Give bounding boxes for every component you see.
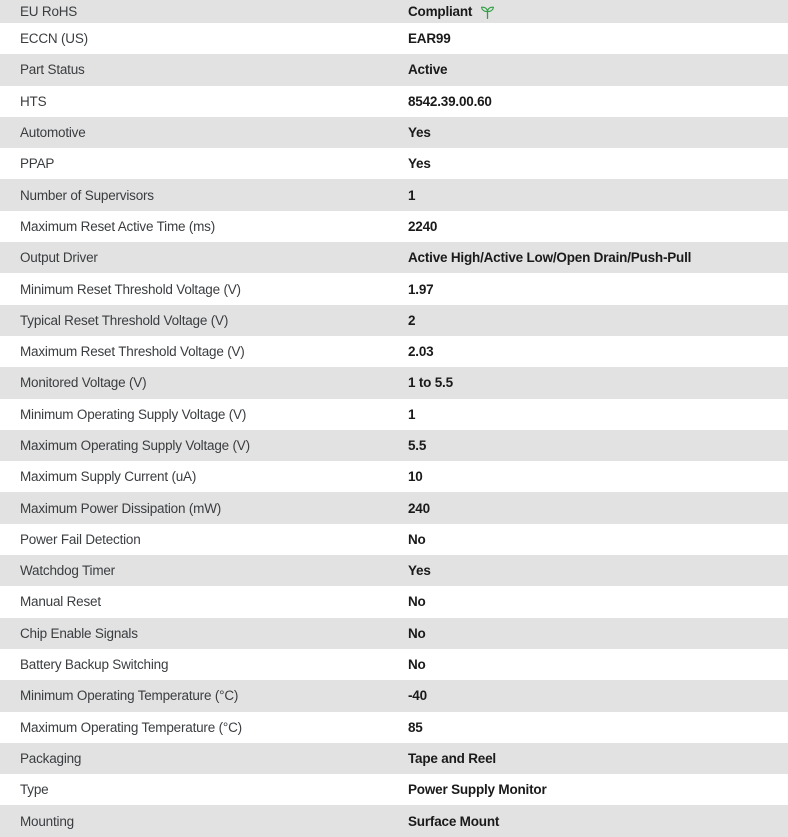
spec-label: Maximum Operating Supply Voltage (V)	[20, 438, 250, 453]
spec-row	[0, 273, 788, 304]
spec-value	[408, 532, 788, 547]
spec-value-text: Yes	[408, 563, 431, 579]
spec-label: Battery Backup Switching	[20, 657, 169, 673]
spec-label: Maximum Reset Active Time (ms)	[20, 218, 216, 234]
leaf-sprout-icon	[480, 5, 495, 20]
spec-value	[408, 688, 788, 703]
spec-row	[0, 399, 788, 430]
spec-value	[408, 188, 788, 203]
spec-label: ECCN (US)	[20, 31, 88, 47]
spec-label: Automotive	[20, 125, 86, 141]
spec-value	[408, 31, 788, 46]
spec-value-text: Yes	[408, 156, 431, 172]
spec-row	[0, 211, 788, 242]
spec-value-text: No	[408, 531, 426, 547]
spec-value-text: 1	[408, 406, 416, 422]
spec-value-text: -40	[408, 688, 427, 704]
spec-label: Output Driver	[20, 250, 98, 266]
spec-row	[0, 117, 788, 148]
spec-row	[0, 242, 788, 273]
spec-value	[408, 563, 788, 578]
spec-label: Number of Supervisors	[20, 187, 154, 203]
spec-row	[0, 555, 788, 586]
spec-value-text: Surface Mount	[408, 813, 500, 829]
spec-value-text: Yes	[408, 125, 431, 141]
spec-value	[408, 438, 788, 453]
spec-label: Type	[20, 782, 49, 798]
spec-row	[0, 0, 788, 23]
spec-value-text: Tape and Reel	[408, 750, 496, 766]
spec-value-text: 1 to 5.5	[408, 375, 453, 391]
spec-value-text: 2.03	[408, 344, 434, 360]
spec-value	[408, 782, 788, 797]
spec-label: PPAP	[20, 156, 55, 172]
spec-label: EU RoHS	[20, 4, 78, 19]
spec-row	[0, 524, 788, 555]
spec-value-text: 1	[408, 187, 416, 203]
spec-value-text: 10	[408, 469, 423, 485]
spec-value	[408, 751, 788, 766]
spec-value	[408, 156, 788, 171]
spec-value-text: No	[408, 594, 426, 610]
spec-value-text: No	[408, 625, 426, 641]
spec-label: Maximum Operating Temperature (°C)	[20, 719, 242, 735]
spec-value-text: Active	[408, 62, 448, 78]
spec-value-text: EAR99	[408, 31, 451, 47]
spec-value	[408, 94, 788, 109]
spec-row	[0, 492, 788, 523]
spec-label: Maximum Power Dissipation (mW)	[20, 500, 222, 516]
spec-row	[0, 54, 788, 85]
spec-label: Chip Enable Signals	[20, 625, 138, 641]
spec-value	[408, 407, 788, 422]
spec-label: Maximum Reset Threshold Voltage (V)	[20, 344, 245, 360]
spec-label: Maximum Supply Current (uA)	[20, 469, 197, 485]
spec-row	[0, 680, 788, 711]
spec-value	[408, 62, 788, 77]
spec-value-text: Power Supply Monitor	[408, 782, 547, 798]
spec-row	[0, 148, 788, 179]
spec-row	[0, 805, 788, 836]
spec-row	[0, 305, 788, 336]
spec-value	[408, 125, 788, 140]
spec-label: Minimum Operating Temperature (°C)	[20, 688, 239, 704]
spec-value-text: Active High/Active Low/Open Drain/Push-Pull	[408, 250, 692, 266]
spec-row	[0, 461, 788, 492]
spec-row	[0, 618, 788, 649]
spec-value	[408, 814, 788, 829]
spec-row	[0, 712, 788, 743]
spec-value	[408, 4, 788, 20]
spec-row	[0, 367, 788, 398]
spec-label: Manual Reset	[20, 594, 101, 610]
spec-label: Monitored Voltage (V)	[20, 375, 147, 391]
spec-row	[0, 774, 788, 805]
spec-value	[408, 250, 788, 265]
spec-label: Minimum Operating Supply Voltage (V)	[20, 406, 247, 422]
spec-label: HTS	[20, 93, 47, 109]
spec-value	[408, 657, 788, 672]
spec-row	[0, 179, 788, 210]
spec-value	[408, 501, 788, 516]
spec-value-text: 2240	[408, 218, 438, 234]
spec-row	[0, 336, 788, 367]
spec-value	[408, 344, 788, 359]
spec-value-text: 8542.39.00.60	[408, 93, 492, 109]
spec-value	[408, 594, 788, 609]
spec-row	[0, 586, 788, 617]
spec-value	[408, 469, 788, 484]
spec-value	[408, 720, 788, 735]
spec-row	[0, 743, 788, 774]
spec-value-text: 240	[408, 500, 430, 516]
spec-label: Watchdog Timer	[20, 563, 115, 579]
spec-value	[408, 626, 788, 641]
spec-value	[408, 375, 788, 390]
spec-label: Typical Reset Threshold Voltage (V)	[20, 312, 229, 328]
spec-value-text: No	[408, 657, 426, 673]
spec-row	[0, 23, 788, 54]
spec-label: Power Fail Detection	[20, 531, 141, 547]
spec-value-text: 2	[408, 312, 416, 328]
spec-value-text: Compliant	[408, 4, 473, 19]
spec-value-text: 1.97	[408, 281, 434, 297]
spec-label: Part Status	[20, 62, 85, 78]
spec-value-text: 5.5	[408, 438, 427, 453]
spec-row	[0, 649, 788, 680]
spec-row	[0, 430, 788, 461]
spec-value	[408, 313, 788, 328]
spec-value	[408, 219, 788, 234]
spec-value	[408, 282, 788, 297]
spec-value-text: 85	[408, 719, 423, 735]
spec-label: Mounting	[20, 813, 74, 829]
spec-label: Minimum Reset Threshold Voltage (V)	[20, 281, 241, 297]
spec-label: Packaging	[20, 750, 82, 766]
spec-row	[0, 86, 788, 117]
